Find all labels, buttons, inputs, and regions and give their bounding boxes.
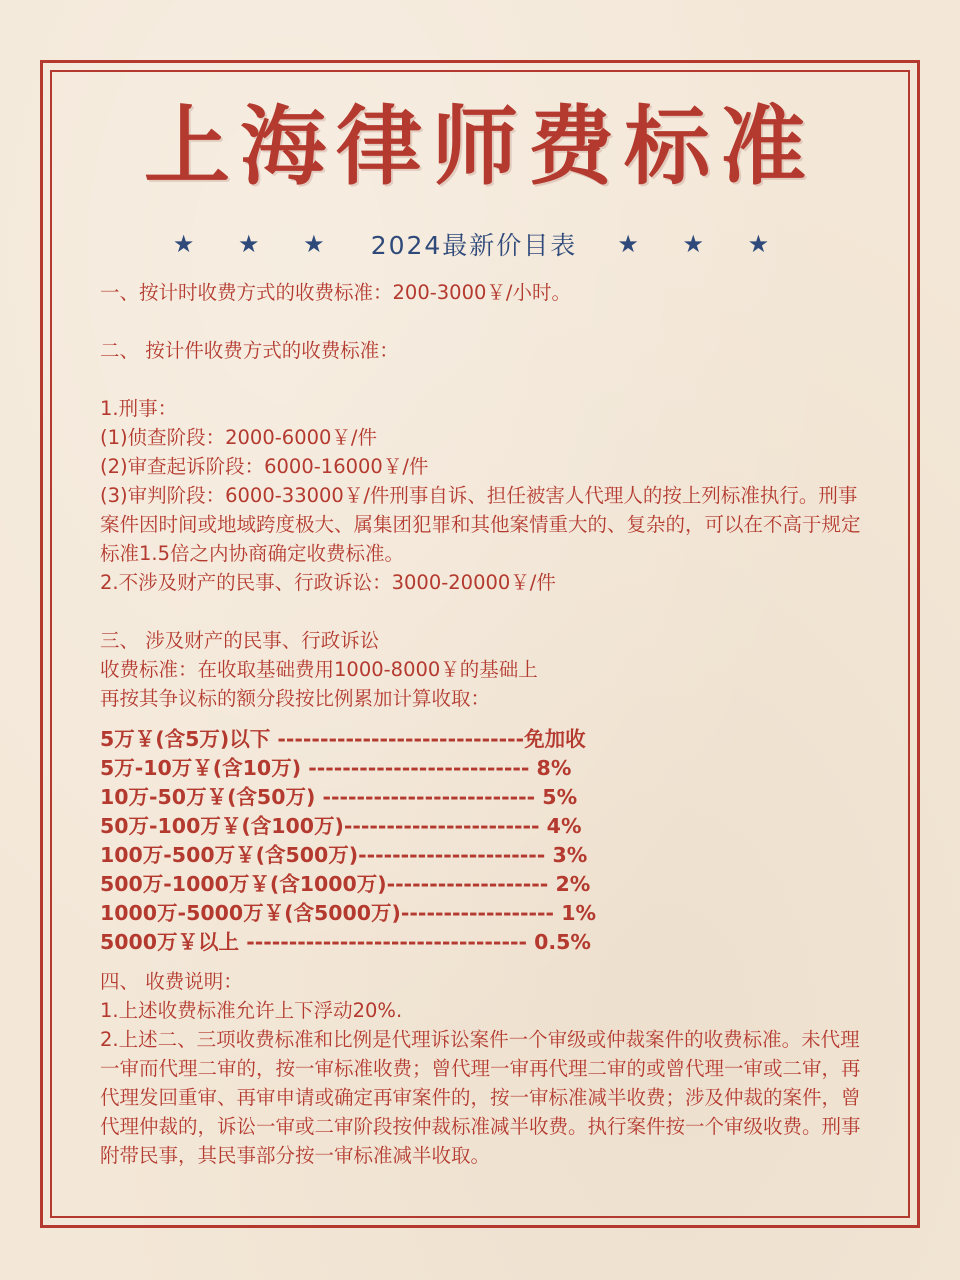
civil-non-property: 2.不涉及财产的民事、行政诉讼：3000-20000￥/件 (100, 571, 556, 594)
note-2: 2.上述二、三项收费标准和比例是代理诉讼案件一个审级或仲裁案件的收费标准。未代理一审而代理二审的，按一审标准收费；曾代理一审再代理二审的或曾代理一审或二审，再代理发回重审、再审申请或确定再审案件的，按一审标准减半收费；涉及仲裁的案件，曾代理仲裁的，诉讼一审或二审阶段按仲裁标准减半收费。执行案件按一个审级收费。刑事附带民事，其民事部分按一审标准减半收取。 (100, 1028, 861, 1167)
subtitle: 2024最新价目表 (370, 231, 578, 260)
rate-row: 500万-1000万￥(含1000万)------------------- 2% (100, 872, 591, 896)
rate-row: 100万-500万￥(含500万)---------------------- 3% (100, 843, 588, 867)
criminal-item-2: (2)审查起诉阶段：6000-16000￥/件 (100, 455, 429, 478)
rate-row: 50万-100万￥(含100万)----------------------- 4% (100, 814, 582, 838)
star-icons-right: ★ ★ ★ (617, 230, 788, 258)
page-title: 上海律师费标准 (144, 96, 816, 197)
star-icons-left: ★ ★ ★ (172, 230, 343, 258)
subtitle-row (0, 224, 960, 264)
rate-row: 5万-10万￥(含10万) -------------------------- 8% (100, 756, 572, 780)
fee-content (100, 278, 870, 1170)
rate-row: 5万￥(含5万)以下 -----------------------------免加收 (100, 727, 586, 751)
section3-line2: 再按其争议标的额分段按比例累加计算收取： (100, 687, 491, 710)
section4-heading: 四、 收费说明： (100, 970, 243, 993)
section3-line1: 收费标准：在收取基础费用1000-8000￥的基础上 (100, 658, 538, 681)
criminal-item-3: (3)审判阶段：6000-33000￥/件刑事自诉、担任被害人代理人的按上列标准执行。刑事案件因时间或地域跨度极大、属集团犯罪和其他案情重大的、复杂的，可以在不高于规定标准1.5倍之内协商确定收费标准。 (100, 484, 861, 565)
criminal-heading: 1.刑事： (100, 397, 178, 420)
criminal-item-1: (1)侦查阶段：2000-6000￥/件 (100, 426, 377, 449)
rate-row: 1000万-5000万￥(含5000万)------------------ 1% (100, 901, 597, 925)
rate-row: 5000万￥以上 --------------------------------- 0.5% (100, 930, 591, 954)
note-1: 1.上述收费标准允许上下浮动20%. (100, 999, 403, 1022)
section1-hourly: 一、按计时收费方式的收费标准：200-3000￥/小时。 (100, 281, 571, 304)
section2-heading: 二、 按计件收费方式的收费标准： (100, 339, 399, 362)
section3-heading: 三、 涉及财产的民事、行政诉讼 (100, 629, 380, 652)
rate-row: 10万-50万￥(含50万) ------------------------- 5% (100, 785, 578, 809)
rate-table (100, 725, 870, 957)
